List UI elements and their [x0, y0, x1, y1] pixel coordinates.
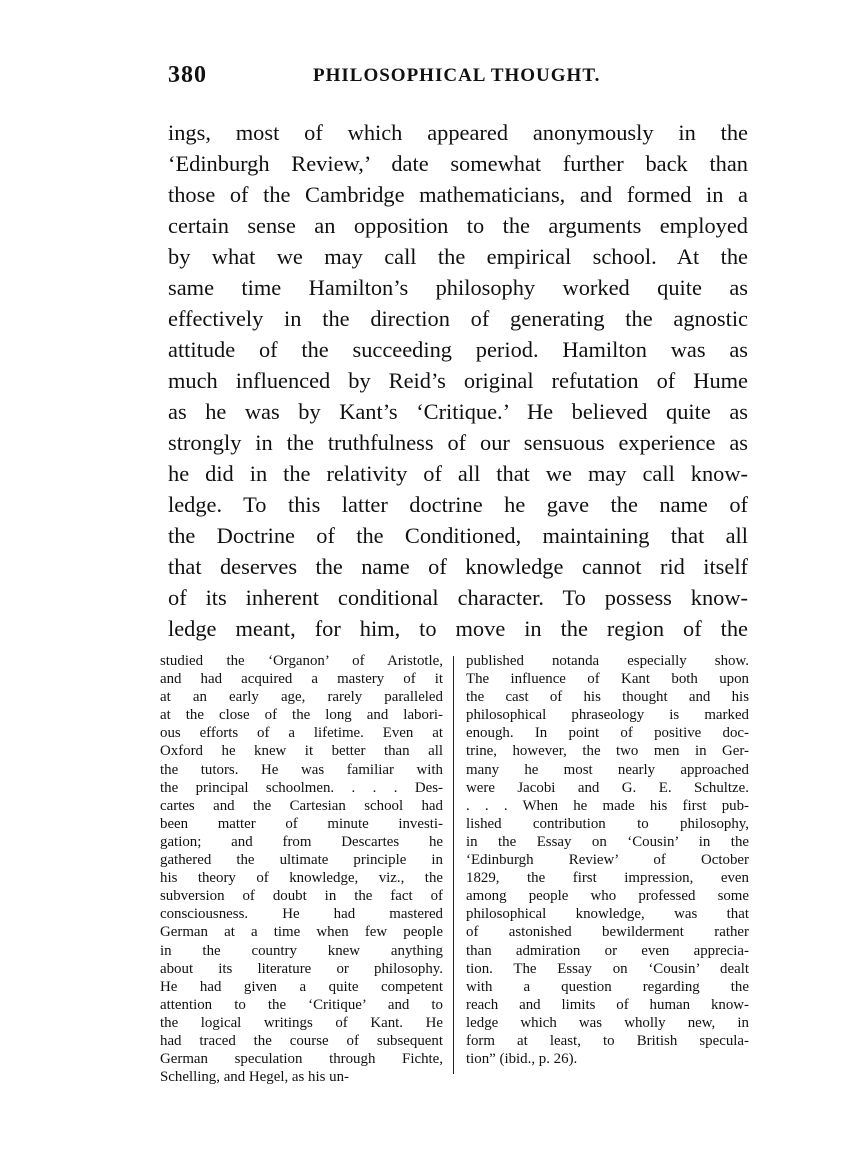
footnote-line: had traced the course of subsequent: [160, 1032, 443, 1049]
footnote-line: tion. The Essay on ‘Cousin’ dealt: [466, 960, 749, 977]
footnote-line: studied the ‘Organon’ of Aristotle,: [160, 653, 443, 669]
footnote-line: consciousness. He had mastered: [160, 906, 443, 923]
footnote-line: trine, however, the two men in Ger-: [466, 743, 749, 760]
footnote-line: the tutors. He was familiar with: [160, 761, 443, 778]
body-text-line: attitude of the succeeding period. Hamilton was as: [168, 337, 748, 362]
footnote-line: and had acquired a mastery of it: [160, 671, 443, 688]
body-text-line: much influenced by Reid’s original refutation of Hume: [168, 368, 748, 393]
footnote-line: ous efforts of a lifetime. Even at: [160, 725, 443, 742]
footnote-line: about its literature or philosophy.: [160, 960, 443, 977]
body-text-line: that deserves the name of knowledge cannot rid itself: [168, 554, 748, 579]
body-text-line: he did in the relativity of all that we may call know-: [168, 461, 748, 486]
footnote-line: 1829, the first impression, even: [466, 870, 749, 887]
page-header: [168, 62, 748, 92]
body-text-line: same time Hamilton’s philosophy worked quite as: [168, 275, 748, 300]
footnote-line: among people who professed some: [466, 888, 749, 905]
footnote-left-column: [160, 652, 443, 1086]
body-text-line: of its inherent conditional character. To possess know-: [168, 585, 748, 610]
footnote-line: many he most nearly approached: [466, 761, 749, 778]
footnote-line: the logical writings of Kant. He: [160, 1014, 443, 1031]
body-text-line: ‘Edinburgh Review,’ date somewhat further back than: [168, 151, 748, 176]
body-text-line: the Doctrine of the Conditioned, maintaining that all: [168, 523, 748, 548]
footnote-line: than admiration or even apprecia-: [466, 942, 749, 959]
footnote-line: philosophical phraseology is marked: [466, 707, 749, 724]
running-head: PHILOSOPHICAL THOUGHT.: [313, 65, 601, 86]
footnote-line: Schelling, and Hegel, as his un-: [160, 1069, 349, 1086]
footnote-line: ‘Edinburgh Review’ of October: [466, 852, 749, 869]
footnote-line: philosophical knowledge, was that: [466, 906, 749, 923]
body-text-line: those of the Cambridge mathematicians, and formed in a: [168, 182, 748, 207]
page-number: 380: [168, 62, 207, 88]
footnote-right-column: [466, 652, 749, 1068]
body-text-line: ings, most of which appeared anonymously in the: [168, 120, 748, 145]
footnote-line: of astonished bewilderment rather: [466, 924, 749, 941]
footnote-line: attention to the ‘Critique’ and to: [160, 996, 443, 1013]
column-divider: [453, 656, 454, 1074]
footnote-line: Oxford he knew it better than all: [160, 743, 443, 760]
footnote-line: in the Essay on ‘Cousin’ in the: [466, 833, 749, 850]
body-text-line: as he was by Kant’s ‘Critique.’ He believed quite as: [168, 399, 748, 424]
footnote-line: enough. In point of positive doc-: [466, 725, 749, 742]
footnote-line: German speculation through Fichte,: [160, 1051, 443, 1068]
footnote-line: cartes and the Cartesian school had: [160, 797, 443, 814]
body-text-line: certain sense an opposition to the arguments employed: [168, 213, 748, 238]
footnote-line: published notanda especially show.: [466, 653, 749, 669]
body-text-line: strongly in the truthfulness of our sensuous experience as: [168, 430, 748, 455]
footnote-line: his theory of knowledge, viz., the: [160, 870, 443, 887]
footnote-line: lished contribution to philosophy,: [466, 815, 749, 832]
footnote-line: at an early age, rarely paralleled: [160, 689, 443, 706]
footnote-line: He had given a quite competent: [160, 978, 443, 995]
body-text-line: by what we may call the empirical school. At the: [168, 244, 748, 269]
footnote-line: gathered the ultimate principle in: [160, 852, 443, 869]
footnote-line: reach and limits of human know-: [466, 996, 749, 1013]
footnote-line: were Jacobi and G. E. Schultze.: [466, 779, 749, 796]
footnote-line: gation; and from Descartes he: [160, 833, 443, 850]
footnotes: [160, 652, 770, 1092]
footnote-line: the principal schoolmen. . . . Des-: [160, 779, 443, 796]
footnote-line: form at least, to British specula-: [466, 1032, 749, 1049]
footnote-line: German at a time when few people: [160, 924, 443, 941]
footnote-line: subversion of doubt in the fact of: [160, 888, 443, 905]
main-text-block: [168, 117, 748, 644]
footnote-line: in the country knew anything: [160, 942, 443, 959]
footnote-line: the cast of his thought and his: [466, 689, 749, 706]
footnote-line: with a question regarding the: [466, 978, 749, 995]
footnote-line: . . . When he made his first pub-: [466, 797, 749, 814]
body-text-line: effectively in the direction of generating the agnostic: [168, 306, 748, 331]
footnote-line: tion” (ibid., p. 26).: [466, 1051, 578, 1068]
footnote-line: at the close of the long and labori-: [160, 707, 443, 724]
footnote-line: ledge which was wholly new, in: [466, 1014, 749, 1031]
body-text-line: ledge. To this latter doctrine he gave the name of: [168, 492, 748, 517]
footnote-line: been matter of minute investi-: [160, 815, 443, 832]
footnote-line: The influence of Kant both upon: [466, 671, 749, 688]
body-text-line: ledge meant, for him, to move in the region of the: [168, 616, 748, 641]
